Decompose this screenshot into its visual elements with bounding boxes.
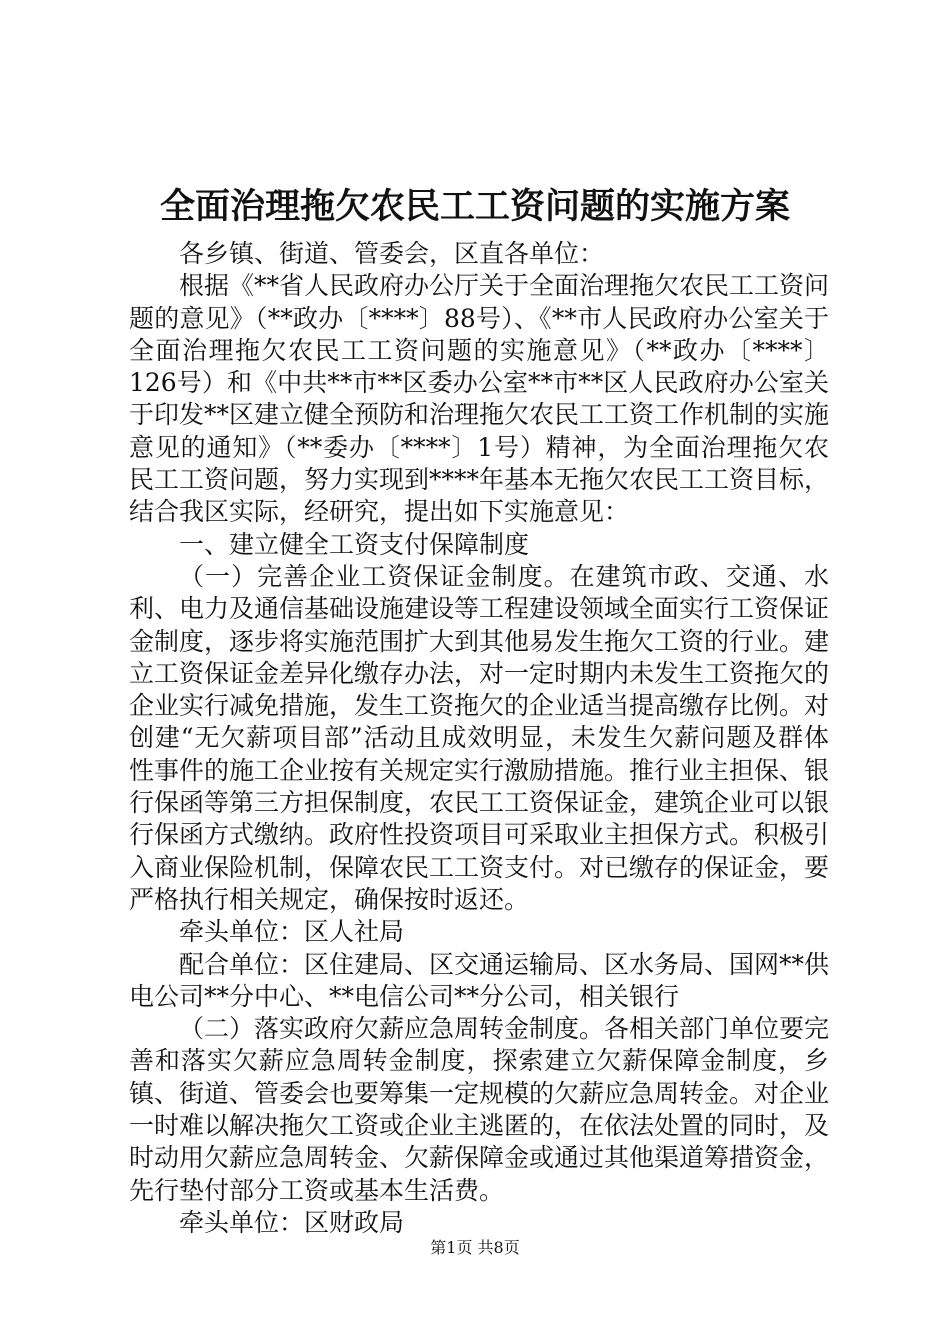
paragraph-item-2: （二）落实政府欠薪应急周转金制度。各相关部门单位要完善和落实欠薪应急周转金制度，探索建立欠薪保障金制度，乡镇、街道、管委会也要筹集一定规模的欠薪应急周转金。对企业一时难以解决拖欠工资或企业主逃匿的，在依法处置的同时，及时动用欠薪应急周转金、欠薪保障金或通过其他渠道筹措资金，先行垫付部分工资或基本生活费。: [129, 1014, 830, 1205]
paragraph-item-1: （一）完善企业工资保证金制度。在建筑市政、交通、水利、电力及通信基础设施建设等工程建设领域全面实行工资保证金制度，逐步将实施范围扩大到其他易发生拖欠工资的行业。建立工资保证金差异化缴存办法，对一定时期内未发生工资拖欠的企业实行减免措施，发生工资拖欠的企业适当提高缴存比例。对创建“无欠薪项目部”活动且成效明显，未发生欠薪问题及群体性事件的施工企业按有关规定实行激励措施。推行业主担保、银行保函等第三方担保制度，农民工工资保证金，建筑企业可以银行保函方式缴纳。政府性投资项目可采取业主担保方式。积极引入商业保险机制，保障农民工工资支付。对已缴存的保证金，要严格执行相关规定，确保按时返还。: [129, 561, 830, 914]
document-title: 全面治理拖欠农民工工资问题的实施方案: [159, 186, 790, 227]
document-body: [129, 238, 829, 1239]
paragraph-addressee: 各乡镇、街道、管委会，区直各单位：: [179, 239, 605, 268]
page-number-footer: 第1页 共8页: [430, 1238, 520, 1257]
paragraph-cooperating-units-1: 配合单位：区住建局、区交通运输局、区水务局、国网**供电公司**分中心、**电信公司**分公司，相关银行: [129, 949, 830, 1011]
section-heading-1: 一、建立健全工资支付保障制度: [179, 529, 530, 559]
paragraph-basis: 根据《**省人民政府办公厅关于全面治理拖欠农民工工资问题的意见》（**政办〔****〕88号）、《**市人民政府办公室关于全面治理拖欠农民工工资问题的实施意见》（**政办〔****〕126号）和《中共**市**区委办公室**市**区人民政府办公室关于印发**区建立健全预防和治理拖欠农民工工资工作机制的实施意见的通知》（**委办〔****〕1号）精神，为全面治理拖欠农民工工资问题，努力实现到****年基本无拖欠农民工工资目标，结合我区实际，经研究，提出如下实施意见：: [129, 271, 830, 527]
paragraph-lead-unit-1: 牵头单位：区人社局: [179, 917, 405, 947]
paragraph-lead-unit-2: 牵头单位：区财政局: [179, 1207, 405, 1237]
